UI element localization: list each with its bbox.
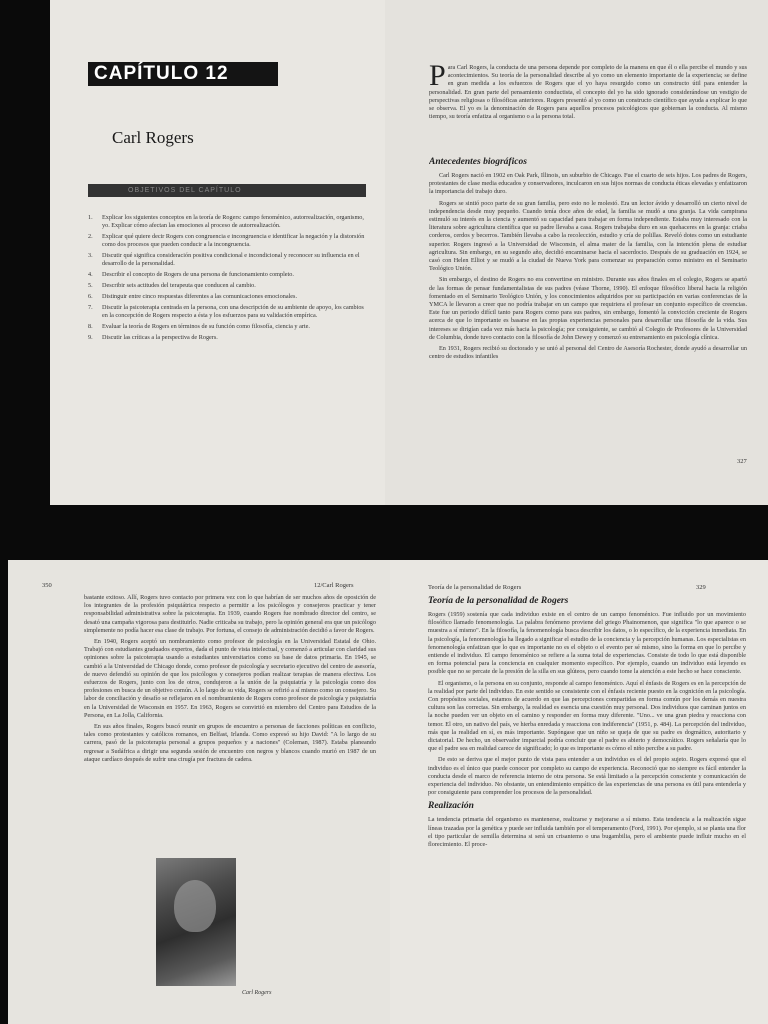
objective-text: Describir el concepto de Rogers de una persona de funcionamiento completo. xyxy=(102,271,294,278)
right-running-header: Teoría de la personalidad de Rogers xyxy=(428,584,522,591)
objective-item xyxy=(88,282,370,290)
page-number-327: 327 xyxy=(737,458,747,465)
intro-block xyxy=(429,64,747,124)
body-paragraph: De esto se deriva que el mejor punto de vista para entender a un individuo es el del propio sujeto. Rogers expresó que el individuo es el único que puede conocer por completo su campo de experiencia. Reconoció que no siempre es fácil entender la conducta desde el marco de referencia interno de otra persona. Se está limitado a la percepción consciente y comunicación de experiencia del individuo. No obstante, un entendimiento empático de las experiencias de una persona es útil para entenderla y por consiguiente para comprender los procesos de la personalidad. xyxy=(428,756,746,797)
scan-spread-bottom-right xyxy=(390,560,768,1024)
objective-number: 6. xyxy=(88,293,93,300)
scan-spread-bottom-left xyxy=(8,560,390,1024)
right-page-number: 329 xyxy=(696,584,706,591)
left-page-body xyxy=(84,594,376,767)
realizacion-title: Realización xyxy=(428,801,474,812)
objective-item xyxy=(88,323,370,331)
objective-text: Discutir qué significa consideración positiva condicional e incondicional y reconocer su influencia en el desarrollo de la personalidad. xyxy=(102,252,360,267)
objective-number: 7. xyxy=(88,304,93,311)
objective-text: Describir seis actitudes del terapeuta que conducen al cambio. xyxy=(102,282,256,289)
objective-text: Distinguir entre cinco respuestas diferentes a las comunicaciones emocionales. xyxy=(102,293,298,300)
antecedentes-body xyxy=(429,172,747,361)
objective-number: 2. xyxy=(88,233,93,240)
photo-caption: Carl Rogers xyxy=(242,990,272,996)
objective-item xyxy=(88,334,370,342)
objective-number: 8. xyxy=(88,323,93,330)
body-paragraph: Sin embargo, el destino de Rogers no era convertirse en ministro. Durante sus años finales en el colegio, Rogers se apartó de las formas de pensar fundamentalistas de sus padres (véase Thorne, 1990). El enfoque filosófico liberal hacia la religión fomentado en el Seminario Teológico Unión, y los conocimientos adquiridos por su participación en varias conferencias de la YMCA le llevaron a creer que no podría trabajar en un campo que requiriera el profesar un conjunto específico de creencias. Este fue un periodo difícil tanto para Rogers como para sus padres, sin embargo, fomentó la convicción creciente de Rogers acerca de que lo importante es basarse en las propias experiencias personales para desarrollar una filosofía de la vida. Sus intereses se dirigían cada vez más hacia la psicología; por consiguiente, se cambió al Colegio de Profesores de la Universidad de Columbia, donde tuvo contacto con la filosofía de John Dewey y comenzó su entrenamiento en psicología clínica. xyxy=(429,276,747,341)
body-paragraph: Rogers se sintió poco parte de su gran familia, pero esto no le molestó. Era un lector ávido y desarrolló un cierto nivel de independencia desde muy pequeño. Cuando tenía doce años de edad, la familia se mudó a una granja. La vida campirana estimuló su interés en la ciencia y aumentó su capacidad para trabajar en forma independiente. Estaba muy interesado con la literatura sobre agricultura científica que su padre llevaba a casa. Rogers trabajaba duro en sus quehaceres en la granja: criaba corderos, cerdos y becerros. También llevaba a cabo la recolección, estudio y cría de polillas. Reveló dotes como un estudiante superior. Rogers ingresó a la Universidad de Wisconsin, el alma mater de la familia, con la intención plena de estudiar agricultura. Sin embargo, en su segundo año, decidió encaminarse hacia el sacerdocio. Después de su graduación en 1924, se casó con Helen Elliot y se mudó a la ciudad de Nueva York para comenzar su preparación como ministro en el Seminario Teológico Unión. xyxy=(429,199,747,273)
objective-item xyxy=(88,252,370,268)
realizacion-paragraph: La tendencia primaria del organismo es mantenerse, realizarse y mejorarse a sí mismo. Esta tendencia a la realización sigue líneas trazadas por la genética y puede ser influida también por el temperamento (Ford, 1991). Por ejemplo, si se planta una flor el tipo particular de semilla determina si será un crisantemo o una bugambilia, pero el ambiente puede influir mucho en el florecimiento. El proce- xyxy=(428,816,746,849)
scan-spread-top-left xyxy=(50,0,385,505)
antecedentes-section xyxy=(429,157,747,364)
objective-item xyxy=(88,271,370,279)
body-paragraph: bastante exitoso. Allí, Rogers tuvo contacto por primera vez con lo que habrían de ser muchos años de oposición de los integrantes de la profesión psiquiátrica respecto a permitir a los psicólogos y consejeros practicar y tener responsabilidad administrativa sobre la psicoterapia. En 1939, cuando Rogers fue nombrado director del centro, se desató una campaña vigorosa para destituirlo. Nadie criticaba su trabajo, pero la opinión general era que un psicólogo simplemente no podía hacer esa clase de trabajo. Por fortuna, el consejo de administración decidió a favor de Rogers. xyxy=(84,594,376,634)
objective-item xyxy=(88,214,370,230)
objective-number: 3. xyxy=(88,252,93,259)
theory-body xyxy=(428,611,746,797)
objective-text: Discutir la psicoterapia centrada en la persona, con una descripción de su ambiente de apoyo, los cambios en la concepción de Rogers respecto a ésta y los esfuerzos para su validación empírica. xyxy=(102,304,364,319)
objective-number: 5. xyxy=(88,282,93,289)
left-page-number: 350 xyxy=(42,582,52,589)
body-paragraph: En 1931, Rogers recibió su doctorado y se unió al personal del Centro de Asesoría Rochester, donde ayudó a desarrollar un centro de estudios infantiles xyxy=(429,345,747,361)
objective-text: Evaluar la teoría de Rogers en términos de su función como filosofía, ciencia y arte. xyxy=(102,323,310,330)
body-paragraph: Rogers (1959) sostenía que cada individuo existe en el centro de un campo fenoménico. Fue influido por un movimiento filosófico llamado fenomenología. La palabra fenómeno proviene del griego Phainomenon, que significa "lo que aparece o se muestra a sí mismo". En la filosofía, la fenomenología busca describir los datos, o lo específico, de la experiencia inmediata. En la psicología, la fenomenología ha llegado a significar el estudio de la conciencia y la percepción humanas. Los especialistas en fenomenología enfatizan que lo que es importante no es el objeto o el evento per sé mismo, sino la forma en que lo percibe y entiende el individuo. El campo fenoménico se refiere a la suma total de experiencias. Consiste de todo lo que está disponible en forma potencial para la conciencia en cualquier momento específico. Por ejemplo, cuando un individuo está leyendo es posible que no se percate de la presión de la silla en sus glúteos, pero cuando tome la atención a este hecho se hace consciente. xyxy=(428,611,746,676)
body-paragraph: El organismo, o la persona en su conjunto, responde al campo fenoménico. Aquí el énfasis de Rogers es en la percepción de la realidad por parte del individuo. En este sentido se consistente con el énfasis reciente puesto en la cognición en la psicología. Con propósitos sociales, estamos de acuerdo en que las percepciones compartidas en forma común por los demás en nuestra cultura son las correctas. Sin embargo, la realidad es esencia una cuestión muy personal. Dos individuos que caminan juntos en la noche pueden ver un objeto en el camino y responder en forma muy diferente. "Uno... ve una gran piedra y reacciona con temor. El otro, un nativo del país, ve hierba enredada y reacciona con indiferencia" (1951, p. 484). La percepción del individuo, más que la realidad en sí, es más importante. Supóngase que un niño se queja de que su padre es dogmático, autoritario y dictatorial. De hecho, un observador imparcial podría concluir que el padre es abierto y democrático. Rogers señalaría que lo que el padre sea en realidad carece de significado; lo que es importante es cómo el niño percibe a su padre. xyxy=(428,679,746,753)
antecedentes-title: Antecedentes biográficos xyxy=(429,157,527,167)
objective-text: Discutir las críticas a la perspectiva de Rogers. xyxy=(102,334,218,341)
objective-number: 4. xyxy=(88,271,93,278)
theory-title: Teoría de la personalidad de Rogers xyxy=(428,596,569,606)
theory-section xyxy=(428,596,746,852)
intro-paragraph: Para Carl Rogers, la conducta de una persona depende por completo de la manera en que él o ella percibe el mundo y sus acontecimientos. Su teoría de la personalidad describe al yo como un elemento importante de la experiencia; se define en gran medida a los esfuerzos de Rogers que el yo haya resurgido como un constructo útil para entender la personalidad. En gran parte del pensamiento conductista, el concepto del yo ha sido ignorado considerándose un vestigio de perspectivas religiosas o filosóficas anteriores. Rogers presentó al yo como un constructo científico que ayuda a explicar lo que se observa. El yo es la denominación de Rogers para aquellos procesos psicológicos que gobiernan la conducta. Al mismo tiempo, su teoría enfatiza al organismo o a la persona total. xyxy=(429,64,747,121)
body-paragraph: Carl Rogers nació en 1902 en Oak Park, Illinois, un suburbio de Chicago. Fue el cuarto de seis hijos. Los padres de Rogers, protestantes de clase media educados y conservadores, inculcaron en sus hijos normas de conducta éticas elevadas y enfatizaron la importancia del trabajo duro. xyxy=(429,172,747,196)
chapter-label: CAPÍTULO 12 xyxy=(88,62,278,86)
objective-number: 9. xyxy=(88,334,93,341)
objective-item xyxy=(88,293,370,301)
body-paragraph: En sus años finales, Rogers buscó reunir en grupos de encuentro a personas de facciones políticas en conflicto, tales como protestantes y católicos romanos, en Belfast, Irlanda. Como expresó su hijo David: "A lo largo de su carrera, pasó de la psicoterapia personal a grupos pequeños y a naciones" (Coleman, 1987). Estaba planeando regresar a Sudáfrica a dirigir una segunda sesión de encuentro con negros y blancos cuando murió en 1987 de un ataque cardíaco después de sufrir una cirugía por fractura de cadera. xyxy=(84,723,376,763)
scan-spread-top-right xyxy=(385,0,768,505)
objective-text: Explicar los siguientes conceptos en la teoría de Rogers: campo fenoménico, autorrealización, organismo, yo. Explicar cómo afectan las emociones al proceso de autorrealización. xyxy=(102,214,364,229)
objective-item xyxy=(88,233,370,249)
carl-rogers-photo xyxy=(156,858,236,986)
drop-cap: P xyxy=(429,64,446,92)
body-paragraph: En 1940, Rogers aceptó un nombramiento como profesor de psicología en la Universidad Estatal de Ohio. Trabajó con estudiantes graduados expertos, dada el punto de vista intelectual, y comenzó a articular con claridad sus opiniones sobre la psicoterapia usando a estudiantes universitarios como su base de datos primaria. En 1945, se cambió a la Universidad de Chicago donde, como profesor de psicología y secretario ejecutivo del centro de asesoría, de nuevo defendió su opinión de que los psicólogos y consejeros podían realizar terapias de manera efectiva. Los esfuerzos de Rogers, junto con los de otros, condujeron a la unión de la psiquiatría y la psicología como dos profesiones en busca de un objetivo común. A lo largo de su vida, Rogers se refirió a sí mismo como un consejero. Su labor de conciliación y desafío se reflejaron en el nombramiento de Rogers como profesor de psicología y psiquiatría en la Universidad de Wisconsin en 1957. En 1963, Rogers se convirtió en miembro del Centro para Estudios de la Persona, en La Jolla, California. xyxy=(84,638,376,719)
chapter-author-title: Carl Rogers xyxy=(112,128,194,147)
objective-text: Explicar qué quiere decir Rogers con congruencia e incongruencia e identificar la negación y la distorsión como dos procesos que pueden conducir a la incongruencia. xyxy=(102,233,365,248)
objective-item xyxy=(88,304,370,320)
left-running-header: 12/Carl Rogers xyxy=(314,582,354,589)
objectives-list xyxy=(88,214,370,345)
objectives-header: OBJETIVOS DEL CAPÍTULO xyxy=(88,184,366,197)
objective-number: 1. xyxy=(88,214,93,221)
